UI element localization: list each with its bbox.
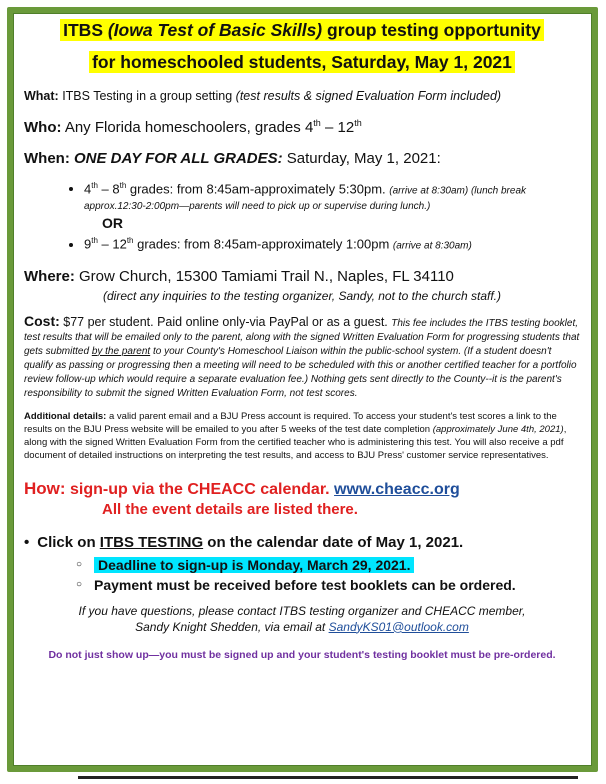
cheacc-link[interactable]: www.cheacc.org	[334, 480, 460, 498]
schedule-item-elementary: • 4th – 8th grades: from 8:45am-approximately 5:30pm. (arrive at 8:30am) (lunch break approx.12:30-2:00pm—parents will need to pick up or supervise during lunch.)	[84, 178, 580, 213]
footer-warning: Do not just show up—you must be signed up and your student's testing booklet must be pre-ordered.	[48, 648, 556, 661]
schedule-item-secondary: • 9th – 12th grades: from 8:45am-approximately 1:00pm (arrive at 8:30am)	[84, 233, 580, 252]
contact-line-2: Sandy Knight Shedden, via email at SandyKS01@outlook.com	[135, 619, 469, 634]
payment-item: ○ Payment must be received before test booklets can be ordered.	[76, 575, 580, 595]
schedule-list-2	[24, 233, 580, 252]
click-instruction: • Click on ITBS TESTING on the calendar date of May 1, 2021.	[24, 533, 464, 551]
where-note: (direct any inquiries to the testing organizer, Sandy, not to the church staff.)	[103, 288, 501, 303]
when-line: When: ONE DAY FOR ALL GRADES: Saturday, May 1, 2021:	[24, 150, 441, 167]
bottom-divider	[78, 776, 578, 779]
title-line-2	[24, 50, 580, 74]
contact-line-1: If you have questions, please contact ITBS testing organizer and CHEACC member,	[78, 603, 526, 618]
schedule-list	[24, 178, 580, 213]
organizer-email-link[interactable]: SandyKS01@outlook.com	[328, 619, 469, 634]
or-separator: OR	[102, 215, 123, 232]
how-details-line: All the event details are listed there.	[102, 500, 358, 518]
cost-paragraph: Cost: $77 per student. Paid online only-via PayPal or as a guest. This fee includes the ITBS testing booklet, test results that will be emailed only to the parent, along with the signed Written Evaluation Form for progressing students that gets submitted by the parent to your County's Homeschool Liaison within the public-school system. (If a student doesn't qualify as passing or progressing then a meeting will need to be scheduled with this or another certified teacher for a portfolio review follow-up which would require a separate evaluation fee.) Nothing gets sent directly to the County--it is the parent's responsibility to submit the signed Written Evaluation Form, not test scores.	[24, 312, 580, 399]
additional-details: Additional details: a valid parent email and a BJU Press account is required. To access your student's test scores a link to the results on the BJU Press website will be emailed to you after 5 weeks of the test date completion (approximately June 4th, 2021), along with the signed Written Evaluation Form from the certified teacher who is administering this test. You will also receive a pdf document of detailed instructions on interpreting the test results, and access to BJU Press' customer service representatives.	[24, 410, 567, 461]
deadline-item: ○ Deadline to sign-up is Monday, March 29, 2021.	[76, 555, 580, 575]
title-highlight-1: ITBS (Iowa Test of Basic Skills) group testing opportunity	[60, 19, 544, 41]
how-line: How: sign-up via the CHEACC calendar. www.cheacc.org	[24, 478, 460, 498]
who-line: Who: Any Florida homeschoolers, grades 4th – 12th	[24, 118, 362, 136]
what-line: What: ITBS Testing in a group setting (test results & signed Evaluation Form included)	[24, 89, 502, 103]
title-line-1	[24, 18, 580, 42]
signup-sublist	[24, 555, 580, 595]
where-line: Where: Grow Church, 15300 Tamiami Trail N., Naples, FL 34110	[24, 267, 454, 285]
flyer-content	[24, 18, 580, 661]
title-highlight-2: for homeschooled students, Saturday, May 1, 2021	[89, 51, 515, 73]
